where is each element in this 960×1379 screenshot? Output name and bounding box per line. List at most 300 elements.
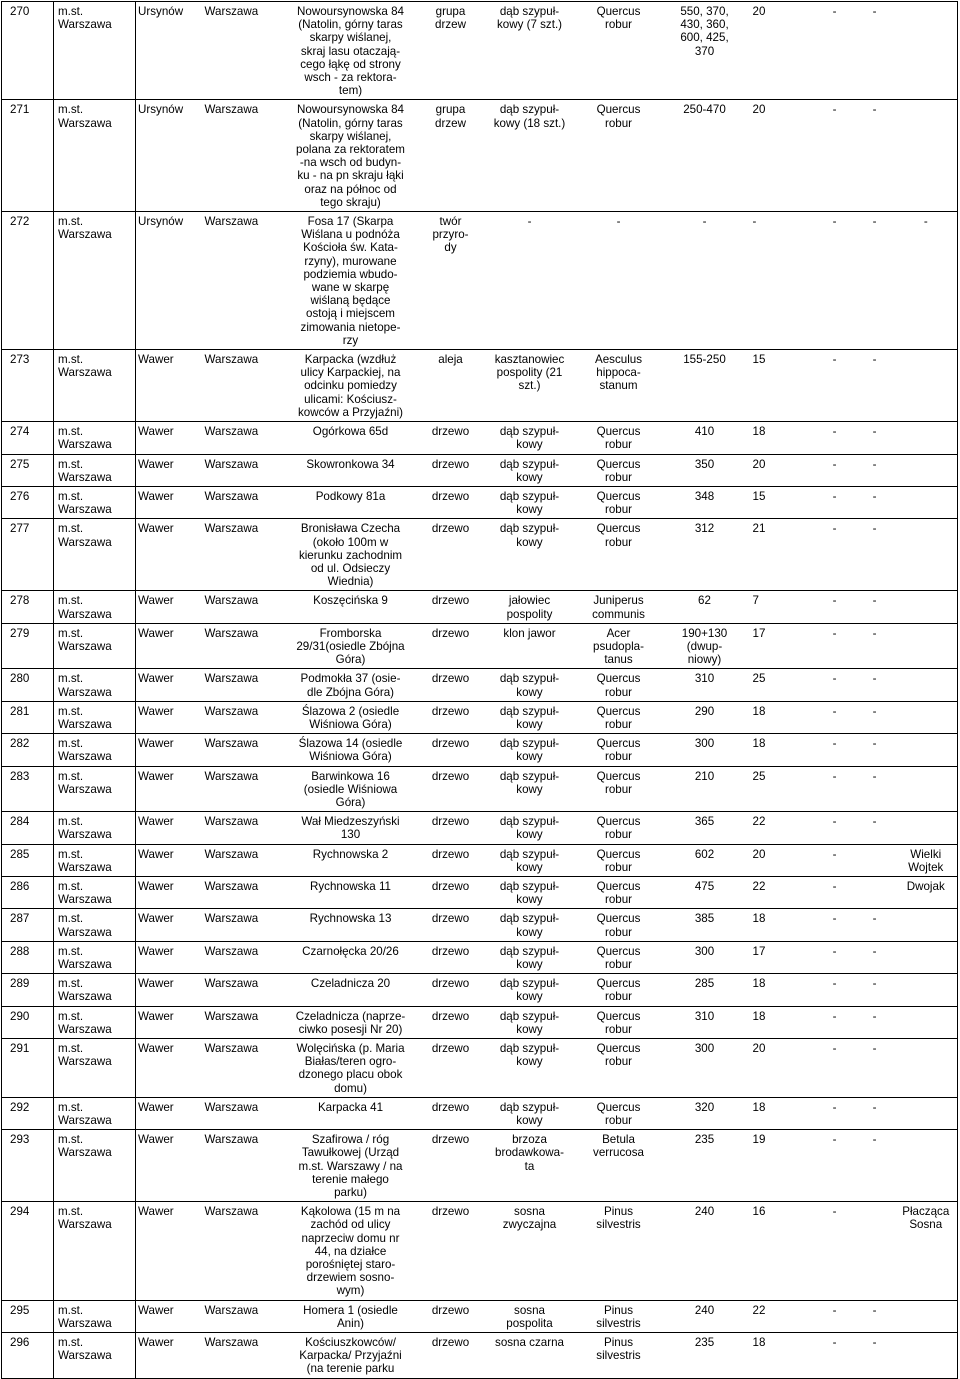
column-11-cell: -: [832, 1133, 837, 1147]
object-type-cell: drzewo: [431, 1336, 470, 1350]
nr-cell: 293: [2, 1130, 54, 1202]
city-cell: m.st. Warszawa: [54, 734, 136, 766]
circumference-cell: 290: [694, 704, 715, 718]
nr-cell: 275: [2, 454, 54, 486]
column-12-cell: -: [872, 425, 877, 439]
district-cell: Wawer: [138, 704, 174, 718]
nr-cell: 281: [2, 701, 54, 733]
object-type-cell: aleja: [438, 353, 463, 367]
height-cell: 21: [752, 522, 766, 536]
table-row: [2, 766, 958, 812]
nr-cell: 277: [2, 519, 54, 591]
object-type-cell: drzewo: [431, 594, 470, 608]
height-cell: 25: [752, 769, 766, 783]
nr-cell: 290: [2, 1006, 54, 1038]
column-12-cell: -: [872, 1009, 877, 1023]
height-cell: 18: [752, 1100, 766, 1114]
city-cell: m.st. Warszawa: [54, 766, 136, 812]
species-polish-cell: dąb szypuł- kowy: [499, 1100, 560, 1128]
tree-name-cell: [895, 486, 958, 518]
column-12-cell: -: [872, 672, 877, 686]
tree-name-cell: [895, 669, 958, 701]
table-row: [2, 591, 958, 623]
circumference-cell: 602: [694, 847, 715, 861]
district-cell: Wawer: [138, 912, 174, 926]
table-row: [2, 734, 958, 766]
height-cell: 19: [752, 1133, 766, 1147]
species-polish-cell: dąb szypuł- kowy: [499, 704, 560, 731]
column-11-cell: -: [832, 353, 837, 367]
location-cell: Skowronkowa 34: [306, 457, 395, 471]
species-latin-cell: Quercus robur: [596, 879, 641, 907]
height-cell: 17: [752, 944, 766, 958]
table-row: [2, 941, 958, 973]
nr-cell: 295: [2, 1300, 54, 1332]
column-11-cell: -: [832, 5, 837, 18]
height-cell: 18: [752, 1336, 766, 1350]
species-latin-cell: Quercus robur: [596, 944, 641, 971]
species-latin-cell: Betula verrucosa: [593, 1133, 644, 1160]
species-polish-cell: klon jawor: [503, 626, 556, 640]
column-12-cell: -: [872, 626, 877, 640]
species-polish-cell: dąb szypuł- kowy: [499, 489, 560, 517]
city-cell: m.st. Warszawa: [54, 2, 136, 100]
species-polish-cell: dąb szypuł- kowy: [499, 425, 560, 452]
height-cell: 18: [752, 1009, 766, 1023]
city-cell: m.st. Warszawa: [54, 941, 136, 973]
species-polish-cell: dąb szypuł- kowy (18 szt.): [493, 103, 566, 130]
commune-cell: Warszawa: [204, 626, 259, 640]
species-polish-cell: dąb szypuł- kowy: [499, 944, 560, 971]
circumference-cell: 62: [698, 594, 711, 608]
city-cell: m.st. Warszawa: [54, 422, 136, 454]
species-latin-cell: Quercus robur: [596, 815, 641, 842]
city-cell: m.st. Warszawa: [54, 1202, 136, 1300]
district-cell: Ursynów: [138, 215, 184, 229]
column-11-cell: -: [832, 1009, 837, 1023]
commune-cell: Warszawa: [204, 944, 259, 958]
circumference-cell: 310: [694, 1009, 715, 1023]
table-row: [2, 876, 958, 908]
column-11-cell: -: [832, 737, 837, 751]
table-row: [2, 1202, 958, 1300]
object-type-cell: drzewo: [431, 1009, 470, 1023]
species-latin-cell: Quercus robur: [596, 769, 641, 796]
location-cell: Wolęcińska (p. Maria Białas/teren ogro- dzonego placu obok domu): [296, 1042, 405, 1095]
column-12-cell: -: [872, 594, 877, 608]
column-12-cell: [855, 876, 895, 908]
commune-cell: Warszawa: [204, 1042, 259, 1056]
column-11-cell: -: [832, 425, 837, 439]
column-12-cell: -: [872, 1303, 877, 1317]
commune-cell: Warszawa: [204, 769, 259, 783]
location-cell: Homera 1 (osiedle Anin): [303, 1303, 398, 1330]
city-cell: m.st. Warszawa: [54, 844, 136, 876]
circumference-cell: 365: [694, 815, 715, 829]
species-polish-cell: dąb szypuł- kowy: [499, 769, 560, 796]
species-polish-cell: dąb szypuł- kowy: [499, 1009, 560, 1036]
district-cell: Wawer: [138, 522, 174, 536]
tree-name-cell: [895, 1097, 958, 1129]
column-11-cell: -: [832, 815, 837, 829]
district-cell: Wawer: [138, 1303, 174, 1317]
location-cell: Podkowy 81a: [315, 489, 386, 503]
circumference-cell: 240: [694, 1205, 715, 1219]
species-latin-cell: -: [616, 215, 621, 229]
table-row: [2, 701, 958, 733]
nr-cell: 273: [2, 350, 54, 422]
height-cell: 20: [752, 847, 766, 861]
commune-cell: Warszawa: [204, 737, 259, 751]
column-12-cell: -: [872, 977, 877, 991]
district-cell: Wawer: [138, 1100, 174, 1114]
commune-cell: Warszawa: [204, 457, 259, 471]
location-cell: Czeladnicza (naprze- ciwko posesji Nr 20): [295, 1009, 406, 1036]
city-cell: m.st. Warszawa: [54, 623, 136, 669]
nr-cell: 271: [2, 100, 54, 212]
nr-cell: 296: [2, 1333, 54, 1379]
district-cell: Wawer: [138, 977, 174, 991]
height-cell: 20: [752, 103, 766, 117]
city-cell: m.st. Warszawa: [54, 1039, 136, 1098]
object-type-cell: drzewo: [431, 1205, 470, 1219]
object-type-cell: drzewo: [431, 1100, 470, 1114]
table-row: [2, 100, 958, 212]
species-latin-cell: Quercus robur: [596, 5, 641, 32]
object-type-cell: drzewo: [431, 522, 470, 536]
tree-name-cell: [895, 350, 958, 422]
tree-name-cell: [895, 766, 958, 812]
height-cell: 20: [752, 457, 766, 471]
object-type-cell: drzewo: [431, 847, 470, 861]
table-row: [2, 212, 958, 350]
column-12-cell: -: [872, 5, 877, 18]
object-type-cell: drzewo: [431, 769, 470, 783]
species-latin-cell: Quercus robur: [596, 847, 641, 874]
circumference-cell: 155-250: [683, 353, 726, 367]
object-type-cell: drzewo: [431, 1303, 470, 1317]
tree-name-cell: [895, 1300, 958, 1332]
district-cell: Ursynów: [138, 103, 184, 117]
table-row: [2, 350, 958, 422]
location-cell: Rychnowska 11: [310, 879, 391, 893]
column-12-cell: -: [872, 1042, 877, 1056]
commune-cell: Warszawa: [204, 704, 259, 718]
species-polish-cell: brzoza brodawkowa- ta: [495, 1133, 564, 1173]
species-polish-cell: dąb szypuł- kowy: [499, 1042, 560, 1069]
object-type-cell: grupa drzew: [435, 5, 466, 32]
city-cell: m.st. Warszawa: [54, 454, 136, 486]
object-type-cell: drzewo: [431, 425, 470, 439]
species-polish-cell: dąb szypuł- kowy: [499, 879, 560, 907]
district-cell: Wawer: [138, 425, 174, 439]
species-polish-cell: dąb szypuł- kowy: [499, 847, 560, 874]
object-type-cell: grupa drzew: [435, 103, 466, 130]
object-type-cell: drzewo: [431, 815, 470, 829]
column-12-cell: [855, 844, 895, 876]
circumference-cell: 250-470: [683, 103, 726, 117]
column-12-cell: -: [872, 489, 877, 503]
commune-cell: Warszawa: [204, 425, 259, 439]
object-type-cell: drzewo: [431, 704, 470, 718]
column-11-cell: -: [832, 847, 837, 861]
height-cell: 16: [752, 1205, 766, 1219]
district-cell: Wawer: [138, 594, 174, 608]
district-cell: Wawer: [138, 672, 174, 686]
nr-cell: 284: [2, 812, 54, 844]
column-12-cell: -: [872, 215, 877, 229]
species-latin-cell: Quercus robur: [596, 977, 641, 1004]
city-cell: m.st. Warszawa: [54, 1333, 136, 1379]
city-cell: m.st. Warszawa: [54, 1006, 136, 1038]
nr-cell: 276: [2, 486, 54, 518]
nr-cell: 272: [2, 212, 54, 350]
location-cell: Podmokła 37 (osie- dle Zbójna Góra): [300, 672, 401, 699]
commune-cell: Warszawa: [204, 912, 259, 926]
city-cell: m.st. Warszawa: [54, 974, 136, 1006]
tree-name-cell: [895, 1130, 958, 1202]
district-cell: Wawer: [138, 815, 174, 829]
district-cell: Wawer: [138, 457, 174, 471]
nr-cell: 282: [2, 734, 54, 766]
tree-name-cell: [895, 1006, 958, 1038]
natural-monuments-table: [1, 1, 958, 1379]
location-cell: Kąkolowa (15 m na zachód od ulicy naprzeciw domu nr 44, na działce porośniętej staro- drzewiem sosno- wym): [300, 1205, 401, 1298]
tree-name-cell: [895, 909, 958, 941]
column-12-cell: -: [872, 815, 877, 829]
species-latin-cell: Juniperus communis: [592, 594, 645, 621]
district-cell: Wawer: [138, 1336, 174, 1350]
species-polish-cell: dąb szypuł- kowy: [499, 912, 560, 939]
table-row: [2, 909, 958, 941]
column-11-cell: -: [832, 522, 837, 536]
column-11-cell: -: [832, 1303, 837, 1317]
location-cell: Rychnowska 13: [309, 912, 392, 926]
height-cell: 15: [752, 353, 766, 367]
commune-cell: Warszawa: [204, 815, 259, 829]
column-12-cell: -: [872, 457, 877, 471]
city-cell: m.st. Warszawa: [54, 669, 136, 701]
height-cell: 18: [752, 977, 766, 991]
location-cell: Karpacka (wzdłuż ulicy Karpackiej, na odcinku pomiedzy ulicami: Kościusz- kowców a Przyjaźni): [297, 353, 404, 419]
circumference-cell: 235: [694, 1133, 715, 1147]
circumference-cell: 310: [694, 672, 715, 686]
tree-name-cell: Płacząca Sosna: [895, 1202, 958, 1300]
table-row: [2, 1006, 958, 1038]
circumference-cell: 300: [694, 944, 715, 958]
commune-cell: Warszawa: [204, 1133, 259, 1147]
nr-cell: 291: [2, 1039, 54, 1098]
commune-cell: Warszawa: [204, 977, 259, 991]
district-cell: Ursynów: [138, 5, 184, 18]
commune-cell: Warszawa: [204, 1100, 259, 1114]
column-11-cell: -: [832, 1205, 837, 1219]
commune-cell: Warszawa: [204, 672, 259, 686]
location-cell: Nowoursynowska 84 (Natolin, górny taras skarpy wiślanej, skraj lasu otaczają- cego łąkę od strony wsch - za rektora- tem): [297, 5, 404, 98]
commune-cell: Warszawa: [204, 5, 259, 18]
column-12-cell: -: [872, 1336, 877, 1350]
city-cell: m.st. Warszawa: [54, 1300, 136, 1332]
height-cell: 15: [752, 489, 766, 503]
species-latin-cell: Quercus robur: [596, 522, 641, 549]
table-row: [2, 1097, 958, 1129]
height-cell: 20: [752, 1042, 766, 1056]
table-row: [2, 974, 958, 1006]
district-cell: Wawer: [138, 1133, 174, 1147]
column-11-cell: -: [832, 1100, 837, 1114]
species-latin-cell: Pinus silvestris: [596, 1336, 641, 1363]
city-cell: m.st. Warszawa: [54, 519, 136, 591]
district-cell: Wawer: [138, 769, 174, 783]
document-page: [1, 1, 957, 1379]
species-latin-cell: Acer psudopla- tanus: [593, 626, 644, 667]
tree-name-cell: [895, 100, 958, 212]
city-cell: m.st. Warszawa: [54, 701, 136, 733]
object-type-cell: drzewo: [431, 672, 470, 686]
column-11-cell: -: [832, 672, 837, 686]
object-type-cell: drzewo: [431, 1042, 470, 1056]
table-row: [2, 623, 958, 669]
tree-name-cell: [895, 1039, 958, 1098]
column-12-cell: -: [872, 522, 877, 536]
nr-cell: 287: [2, 909, 54, 941]
object-type-cell: drzewo: [431, 457, 470, 471]
object-type-cell: drzewo: [431, 879, 470, 893]
tree-name-cell: [895, 2, 958, 100]
table-row: [2, 844, 958, 876]
table-row: [2, 1300, 958, 1332]
column-11-cell: -: [832, 977, 837, 991]
species-latin-cell: Pinus silvestris: [596, 1205, 641, 1232]
nr-cell: 288: [2, 941, 54, 973]
table-row: [2, 2, 958, 100]
species-latin-cell: Quercus robur: [596, 489, 641, 517]
tree-name-cell: Dwojak: [895, 876, 958, 908]
circumference-cell: 300: [694, 1042, 715, 1056]
species-latin-cell: Quercus robur: [596, 704, 641, 731]
commune-cell: Warszawa: [204, 1009, 259, 1023]
location-cell: Bronisława Czecha (około 100m w kierunku zachodnim od ul. Odsieczy Wiednia): [298, 522, 403, 589]
city-cell: m.st. Warszawa: [54, 100, 136, 212]
district-cell: Wawer: [138, 737, 174, 751]
district-cell: Wawer: [138, 847, 174, 861]
nr-cell: 270: [2, 2, 54, 100]
city-cell: m.st. Warszawa: [54, 1097, 136, 1129]
nr-cell: 279: [2, 623, 54, 669]
object-type-cell: drzewo: [431, 1133, 470, 1147]
height-cell: 17: [752, 626, 766, 640]
species-polish-cell: dąb szypuł- kowy: [499, 737, 560, 764]
table-row: [2, 669, 958, 701]
column-12-cell: -: [872, 1133, 877, 1147]
species-polish-cell: dąb szypuł- kowy: [499, 457, 560, 484]
species-polish-cell: kasztanowiec pospolity (21 szt.): [494, 353, 565, 393]
species-latin-cell: Quercus robur: [596, 425, 641, 452]
commune-cell: Warszawa: [204, 594, 259, 608]
nr-cell: 292: [2, 1097, 54, 1129]
object-type-cell: drzewo: [431, 977, 470, 991]
city-cell: m.st. Warszawa: [54, 812, 136, 844]
object-type-cell: drzewo: [431, 489, 470, 503]
commune-cell: Warszawa: [204, 353, 259, 367]
species-polish-cell: dąb szypuł- kowy: [499, 815, 560, 842]
object-type-cell: drzewo: [431, 626, 470, 640]
column-11-cell: -: [832, 879, 837, 893]
circumference-cell: 210: [694, 769, 715, 783]
species-latin-cell: Quercus robur: [596, 1100, 641, 1128]
species-polish-cell: dąb szypuł- kowy: [499, 977, 560, 1004]
species-polish-cell: dąb szypuł- kowy (7 szt.): [496, 5, 563, 32]
column-11-cell: -: [832, 944, 837, 958]
circumference-cell: 385: [694, 912, 715, 926]
location-cell: Kościuszkowców/ Karpacka/ Przyjaźni (na terenie parku: [299, 1336, 402, 1376]
nr-cell: 283: [2, 766, 54, 812]
object-type-cell: drzewo: [431, 912, 470, 926]
column-12-cell: -: [872, 353, 877, 367]
object-type-cell: drzewo: [431, 944, 470, 958]
species-polish-cell: jałowiec pospolity: [506, 594, 553, 621]
nr-cell: 280: [2, 669, 54, 701]
species-latin-cell: Pinus silvestris: [596, 1303, 641, 1330]
location-cell: Karpacka 41: [317, 1100, 384, 1114]
column-11-cell: -: [832, 594, 837, 608]
tree-name-cell: [895, 422, 958, 454]
circumference-cell: 312: [694, 522, 715, 536]
city-cell: m.st. Warszawa: [54, 876, 136, 908]
commune-cell: Warszawa: [204, 1205, 259, 1219]
species-latin-cell: Quercus robur: [596, 103, 641, 130]
tree-name-cell: -: [895, 212, 958, 350]
height-cell: 22: [752, 815, 766, 829]
nr-cell: 294: [2, 1202, 54, 1300]
location-cell: Wał Miedzeszyński 130: [301, 815, 400, 842]
height-cell: 18: [752, 912, 766, 926]
location-cell: Ślazowa 14 (osiedle Wiśniowa Góra): [298, 737, 403, 764]
circumference-cell: 190+130 (dwup- niowy): [681, 626, 728, 667]
circumference-cell: 410: [694, 425, 715, 439]
nr-cell: 286: [2, 876, 54, 908]
tree-name-cell: [895, 974, 958, 1006]
commune-cell: Warszawa: [204, 879, 259, 893]
table-row: [2, 1130, 958, 1202]
circumference-cell: 285: [694, 977, 715, 991]
city-cell: m.st. Warszawa: [54, 486, 136, 518]
table-row: [2, 1333, 958, 1379]
location-cell: Nowoursynowska 84 (Natolin, górny taras skarpy wiślanej, polana za rektoratem -na wsch od budyn- ku - na pn skraju łąki oraz na północ od tego skraju): [296, 103, 405, 209]
column-12-cell: -: [872, 737, 877, 751]
tree-name-cell: Wielki Wojtek: [895, 844, 958, 876]
height-cell: 18: [752, 737, 766, 751]
column-12-cell: -: [872, 769, 877, 783]
table-row: [2, 486, 958, 518]
column-11-cell: -: [832, 103, 837, 117]
height-cell: 25: [752, 672, 766, 686]
commune-cell: Warszawa: [204, 103, 259, 117]
location-cell: Barwinkowa 16 (osiedle Wiśniowa Góra): [303, 769, 398, 809]
tree-name-cell: [895, 734, 958, 766]
species-latin-cell: Quercus robur: [596, 1042, 641, 1069]
column-12-cell: -: [872, 912, 877, 926]
column-11-cell: -: [832, 1336, 837, 1350]
commune-cell: Warszawa: [204, 1336, 259, 1350]
nr-cell: 278: [2, 591, 54, 623]
commune-cell: Warszawa: [204, 489, 259, 503]
object-type-cell: twór przyro- dy: [432, 215, 469, 255]
circumference-cell: 348: [694, 489, 715, 503]
district-cell: Wawer: [138, 1042, 174, 1056]
height-cell: 22: [752, 1303, 766, 1317]
column-11-cell: -: [832, 489, 837, 503]
